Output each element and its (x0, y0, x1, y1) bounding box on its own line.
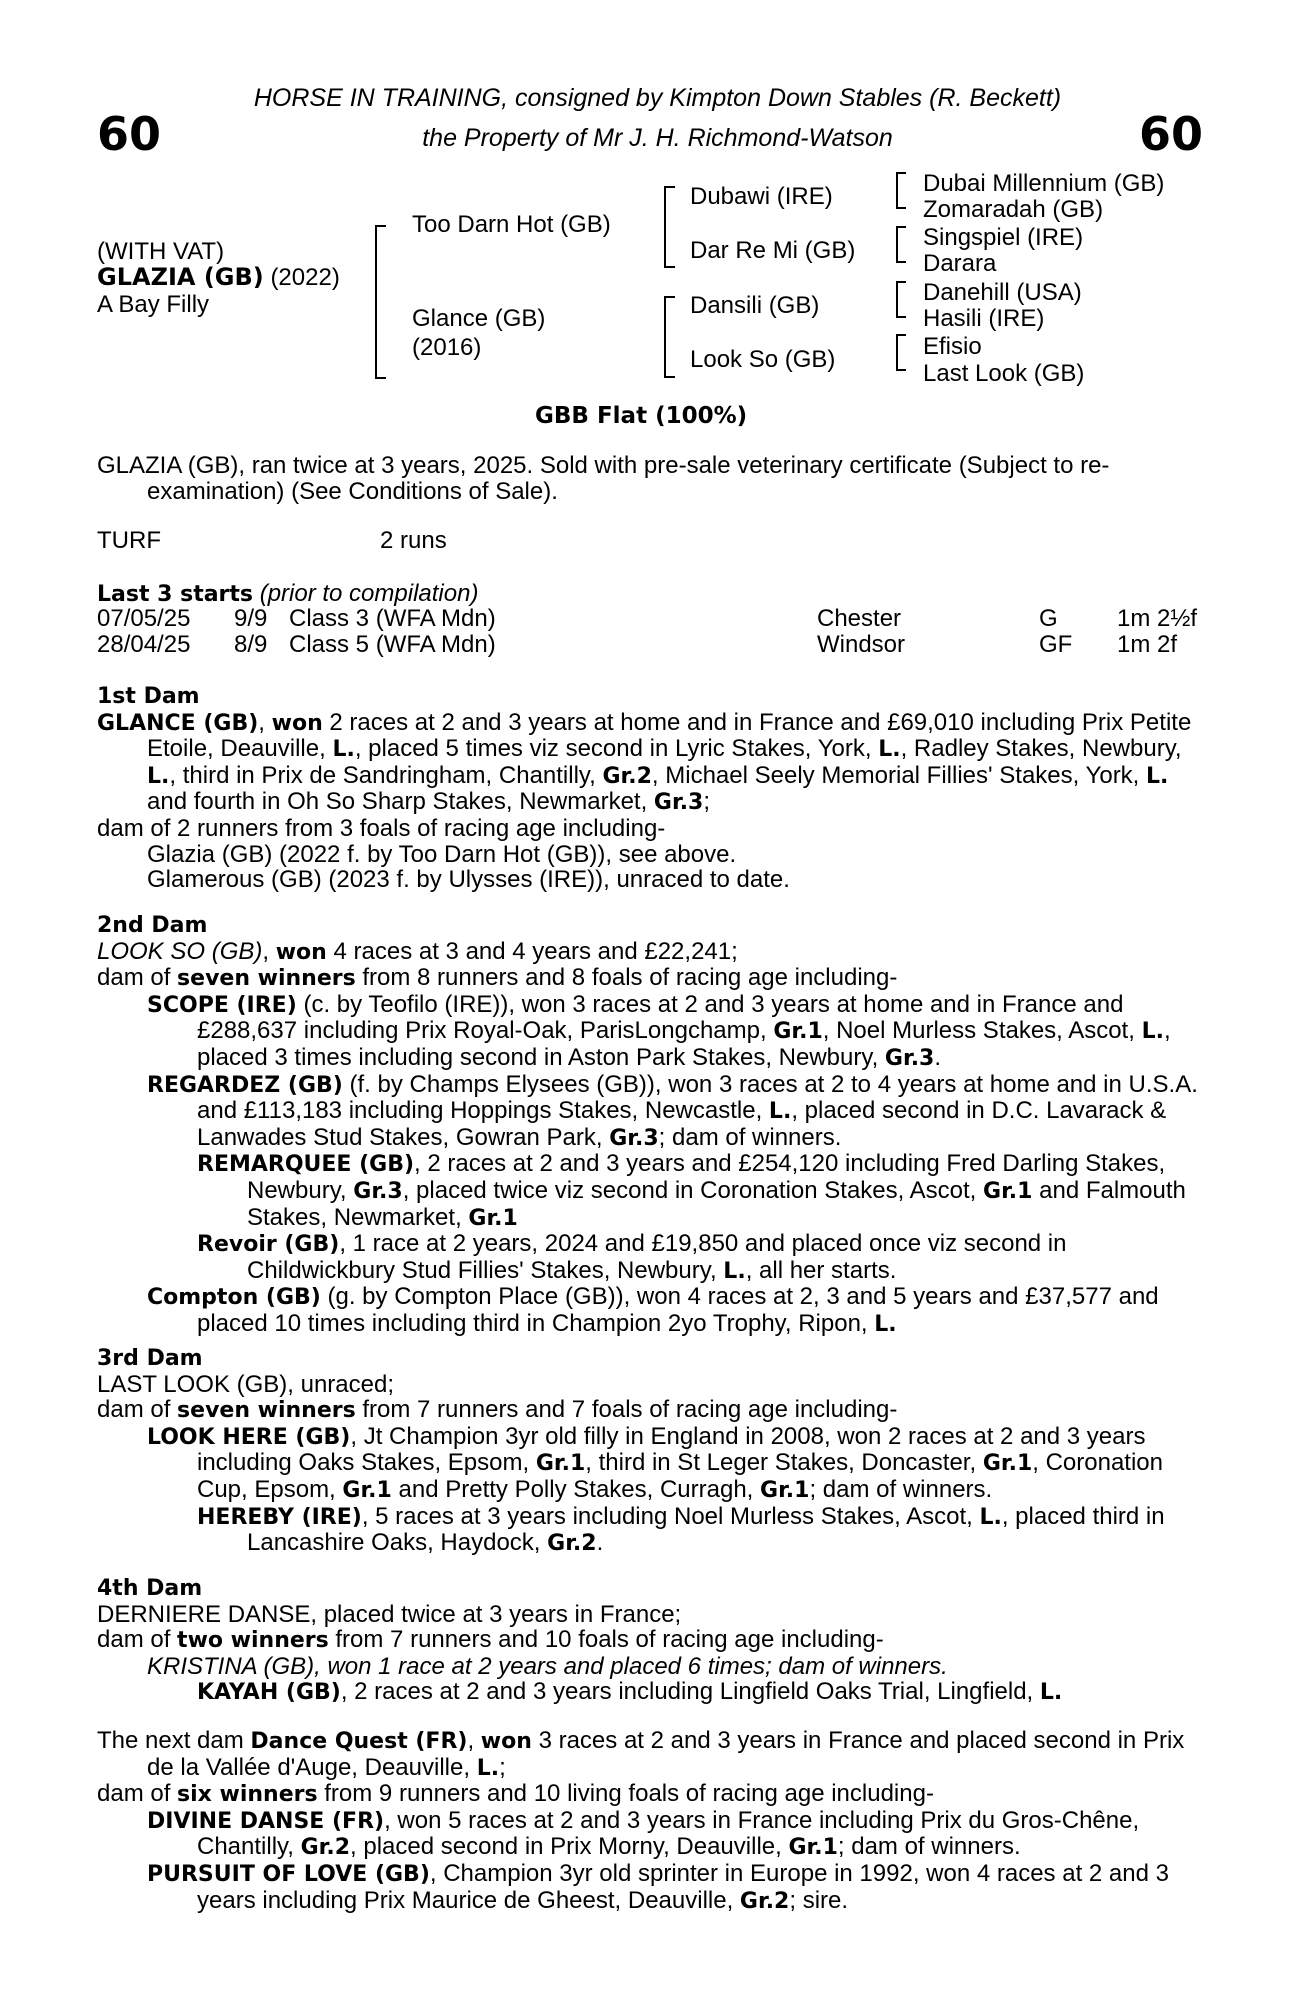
group-badge: Gr.2 (739, 1888, 790, 1914)
produce-item-hereby (97, 1504, 1205, 1557)
consignor-line: HORSE IN TRAINING, consigned by Kimpton Down Stables (R. Beckett) (253, 84, 1062, 112)
text: (g. by Compton Place (GB)), won 4 races at 2, 3 and 5 years and £37,577 and placed 10 times including third in Champion 2yo Trophy, Ripon, (197, 1283, 1159, 1337)
won-label: won (480, 1729, 532, 1754)
first-dam-section (97, 683, 1205, 893)
horse-name: KAYAH (GB) (197, 1680, 341, 1706)
group-badge: Gr.3 (353, 1178, 403, 1204)
horse-name: DIVINE DANSE (FR) (147, 1808, 385, 1834)
start-row-date: 28/04/25 (97, 631, 191, 658)
text: , 1 race at 2 years, 2024 and £19,850 and placed once viz second in Childwickbury Stud Fillies' Stakes, Newbury, (247, 1230, 1067, 1284)
start-row-race: Class 3 (WFA Mdn) (289, 605, 496, 632)
text: dam of (97, 964, 178, 992)
winners-count: six winners (177, 1782, 318, 1808)
group-badge: Gr.1 (760, 1477, 810, 1503)
group-badge: Gr.2 (300, 1835, 351, 1861)
text: from 7 runners and 7 foals of racing age including- (355, 1396, 898, 1424)
start-row-course: Windsor (817, 631, 906, 658)
text: 2 races at 2 and 3 years at home and in France and £69,010 including Prix Petite Etoile, Deauville, (147, 708, 1192, 763)
group-badge: Gr.1 (468, 1205, 518, 1231)
text: , Noel Murless Stakes, Ascot, (822, 1017, 1142, 1045)
produce-item-kayah (97, 1679, 1205, 1706)
text: ; (703, 788, 711, 816)
produce-item-compton (97, 1284, 1205, 1337)
listed-badge: L. (723, 1258, 746, 1284)
text: The next dam (97, 1727, 251, 1754)
text: ; dam of winners. (658, 1123, 842, 1151)
lot-number-right: 60 (1138, 107, 1203, 161)
listed-badge: L. (979, 1504, 1002, 1530)
race-summary: GLAZIA (GB), ran twice at 3 years, 2025. Sold with pre-sale veterinary certificate (Subject to re-examination) (See Conditions of Sale). (97, 452, 1110, 505)
produce-item: Glamerous (GB) (2023 f. by Ulysses (IRE)), unraced to date. (147, 866, 790, 894)
horse-name: GLAZIA (GB) (97, 263, 264, 291)
group-badge: Gr.3 (609, 1125, 659, 1151)
section-heading: 3rd Dam (97, 1346, 203, 1371)
produce-item-scope (97, 992, 1205, 1072)
horse-name: SCOPE (IRE) (147, 992, 297, 1018)
section-heading: 4th Dam (97, 1576, 203, 1601)
text: ; dam of winners. (837, 1833, 1021, 1861)
start-row-distance: 1m 2½f (1117, 605, 1198, 632)
pedigree-ddd: Last Look (GB) (923, 360, 1085, 387)
group-badge: Gr.2 (547, 1531, 597, 1557)
owner-line: the Property of Mr J. H. Richmond-Watson (422, 124, 893, 152)
listed-badge: L. (1039, 1680, 1063, 1706)
next-dam-record (97, 1728, 1205, 1781)
text: 3 races at 2 and 3 years in France and placed second in Prix de la Vallée d'Auge, Deauville, (147, 1727, 1185, 1781)
pedigree-dd: Look So (GB) (690, 346, 836, 373)
listed-badge: L. (768, 1099, 792, 1125)
text: , Jt Champion 3yr old filly in England in 2008, won 2 races at 2 and 3 years including Oaks Stakes, Epsom, (197, 1422, 1146, 1477)
last-starts-title: Last 3 starts (97, 582, 254, 607)
produce-item-regardez (97, 1072, 1205, 1152)
pedigree-dam: Glance (GB) (412, 305, 546, 332)
text: , third in Prix de Sandringham, Chantilly, (169, 761, 603, 789)
horse-title (97, 264, 340, 291)
produce-item-remarquee (97, 1151, 1205, 1231)
pedigree-dam-year: (2016) (412, 334, 482, 361)
listed-badge: L. (878, 737, 901, 763)
dam-of-line: dam of 2 runners from 3 foals of racing age including- (97, 814, 666, 842)
group-badge: Gr.2 (602, 763, 652, 789)
text: , 2 races at 2 and 3 years and £254,120 including Fred Darling Stakes, Newbury, (247, 1150, 1166, 1204)
text: , Radley Stakes, Newbury, (900, 735, 1182, 763)
last-starts-heading (97, 581, 478, 608)
text: dam of (97, 1396, 178, 1424)
winners-count: two winners (177, 1628, 329, 1654)
pedigree-brace-3b (896, 226, 906, 263)
pedigree-brace-2b (664, 296, 675, 378)
horse-name: PURSUIT OF LOVE (GB) (147, 1861, 430, 1887)
group-badge: Gr.1 (773, 1019, 823, 1045)
horse-name: REGARDEZ (GB) (147, 1072, 343, 1098)
horse-name: LOOK HERE (GB) (147, 1424, 351, 1450)
dam-name: GLANCE (GB) (97, 710, 259, 736)
dam-of-line (97, 1781, 1205, 1808)
horse-name: REMARQUEE (GB) (197, 1152, 415, 1178)
text: and fourth in Oh So Sharp Stakes, Newmarket, (147, 788, 654, 816)
text: (c. by Teofilo (IRE)), won 3 races at 2 and 3 years at home and in France and £288,637 including Prix Royal-Oak, ParisLongchamp, (197, 990, 1124, 1045)
start-row-date: 07/05/25 (97, 605, 191, 632)
text: and Falmouth Stakes, Newmarket, (247, 1176, 1186, 1231)
start-row-position: 8/9 (234, 631, 268, 658)
section-heading: 1st Dam (97, 684, 200, 709)
produce-item-lookhere (97, 1424, 1205, 1504)
horse-name: Compton (GB) (147, 1285, 321, 1311)
turf-label: TURF (97, 527, 161, 554)
winners-count: seven winners (177, 966, 356, 992)
text: , placed third in Lancashire Oaks, Haydock, (247, 1502, 1165, 1557)
start-row-going: G (1039, 605, 1058, 632)
listed-badge: L. (147, 763, 170, 789)
text: , (467, 1727, 481, 1754)
text: 4 races at 3 and 4 years and £22,241; (326, 937, 738, 965)
pedigree-sire: Too Darn Hot (GB) (412, 211, 611, 238)
listed-badge: L. (1141, 1019, 1164, 1045)
dam-of-line (97, 965, 1205, 992)
section-heading: 2nd Dam (97, 913, 208, 938)
start-row-course: Chester (817, 605, 902, 632)
text: from 9 runners and 10 living foals of racing age including- (317, 1780, 934, 1808)
text: (f. by Champs Elysees (GB)), won 3 races at 2 to 4 years at home and in U.S.A. and £113,183 including Hoppings Stakes, Newcastle, (197, 1070, 1198, 1125)
text: from 8 runners and 8 foals of racing age including- (355, 964, 898, 992)
pedigree-sds: Singspiel (IRE) (923, 224, 1084, 251)
text: , Coronation Cup, Epsom, (197, 1449, 1163, 1503)
start-row-race: Class 5 (WFA Mdn) (289, 631, 496, 658)
third-dam-section (97, 1345, 1205, 1557)
dam-of-line (97, 1627, 1205, 1654)
produce-item-revoir (97, 1231, 1205, 1284)
pedigree-ssd: Zomaradah (GB) (923, 196, 1104, 223)
winners-count: seven winners (177, 1398, 356, 1424)
listed-badge: L. (332, 737, 355, 763)
pedigree-brace-1 (375, 225, 386, 379)
group-badge: Gr.1 (982, 1451, 1033, 1477)
group-badge: Gr.1 (983, 1178, 1033, 1204)
second-dam-record: LOOK SO (GB), won 4 races at 3 and 4 years and £22,241; (97, 937, 738, 965)
first-dam-record: GLANCE (GB), won 2 races at 2 and 3 years at home and in France and £69,010 including Prix Petite Etoile, Deauville, L., placed 5 times viz second in Lyric Stakes, York, L., Radley Stakes, Newbury, L., third in Prix de Sandringham, Chantilly, Gr.2, Michael Seely Memorial Fillies' Stakes, York, L. and fourth in Oh So Sharp Stakes, Newmarket, Gr.3; (97, 708, 1192, 816)
horse-description: A Bay Filly (97, 291, 210, 318)
horse-name: HEREBY (IRE) (197, 1504, 362, 1530)
text: . (596, 1529, 604, 1557)
text: , third in St Leger Stakes, Doncaster, (585, 1449, 983, 1477)
pedigree-ss: Dubawi (IRE) (690, 183, 833, 210)
pedigree-brace-3d (896, 334, 906, 371)
turf-runs: 2 runs (380, 527, 447, 554)
text: , placed second in D.C. Lavarack & Lanwades Stud Stakes, Gowran Park, (197, 1097, 1167, 1151)
text: , Michael Seely Memorial Fillies' Stakes, York, (651, 761, 1147, 789)
second-dam-section (97, 912, 1205, 1338)
dam-name: LOOK SO (GB) (97, 937, 263, 965)
text: , 2 races at 2 and 3 years including Lingfield Oaks Trial, Lingfield, (340, 1678, 1040, 1706)
lot-number-left: 60 (97, 107, 162, 161)
pedigree-sd: Dar Re Mi (GB) (690, 237, 856, 264)
dam-of-line (97, 1397, 1205, 1424)
next-dam-section (97, 1728, 1205, 1914)
won-label: won (271, 710, 323, 736)
listed-badge: L. (874, 1311, 897, 1337)
text: , won 5 races at 2 and 3 years in France including Prix du Gros-Chêne, Chantilly, (197, 1806, 1140, 1861)
text: , all her starts. (745, 1256, 897, 1284)
pedigree-ds: Dansili (GB) (690, 292, 820, 319)
vat-label: (WITH VAT) (97, 238, 225, 265)
group-badge: Gr.1 (535, 1451, 586, 1477)
text: , placed twice viz second in Coronation Stakes, Ascot, (402, 1176, 984, 1204)
produce-item-kristina: KRISTINA (GB), won 1 race at 2 years and placed 6 times; dam of winners. (147, 1652, 948, 1680)
text: ; dam of winners. (809, 1475, 993, 1503)
text: , Champion 3yr old sprinter in Europe in 1992, won 4 races at 2 and 3 years including Prix Maurice de Gheest, Deauville, (197, 1859, 1169, 1914)
text: , placed second in Prix Morny, Deauville, (350, 1833, 789, 1861)
text: ; sire. (789, 1886, 849, 1914)
text: from 7 runners and 10 foals of racing age including- (328, 1626, 884, 1654)
third-dam-record: LAST LOOK (GB), unraced; (97, 1370, 395, 1398)
pedigree-dds: Efisio (923, 333, 982, 360)
pedigree-dss: Danehill (USA) (923, 279, 1082, 306)
group-badge: Gr.1 (342, 1477, 392, 1503)
text: , placed 5 times viz second in Lyric Stakes, York, (354, 735, 879, 763)
pedigree-sss: Dubai Millennium (GB) (923, 170, 1165, 197)
pedigree-brace-2a (664, 186, 675, 268)
start-row-distance: 1m 2f (1117, 631, 1178, 658)
produce-item: Glazia (GB) (2022 f. by Too Darn Hot (GB)), see above. (147, 840, 737, 868)
last-starts-note: (prior to compilation) (259, 580, 479, 607)
text: . (934, 1043, 942, 1071)
start-row-going: GF (1039, 631, 1073, 658)
listed-badge: L. (1146, 763, 1169, 789)
text: dam of (97, 1626, 178, 1654)
fourth-dam-section (97, 1575, 1205, 1706)
group-badge: Gr.3 (653, 790, 704, 816)
dam-name: Dance Quest (FR) (250, 1729, 468, 1754)
text: , 5 races at 3 years including Noel Murless Stakes, Ascot, (361, 1502, 980, 1530)
group-badge: Gr.3 (884, 1045, 935, 1071)
produce-item-divine (97, 1808, 1205, 1861)
pedigree-brace-3a (896, 172, 906, 209)
text: ; (499, 1753, 506, 1781)
won-label: won (275, 939, 327, 965)
produce-item-pursuit (97, 1861, 1205, 1914)
pedigree-brace-3c (896, 281, 906, 318)
summary-block (97, 453, 1205, 504)
listed-badge: L. (476, 1755, 500, 1781)
pedigree-sdd: Darara (923, 250, 997, 277)
start-row-position: 9/9 (234, 605, 268, 632)
pedigree-dsd: Hasili (IRE) (923, 305, 1045, 332)
horse-name: Revoir (GB) (197, 1232, 340, 1258)
group-badge: Gr.1 (788, 1835, 838, 1861)
text: , placed 3 times including second in Aston Park Stakes, Newbury, (197, 1017, 1171, 1071)
text: and Pretty Polly Stakes, Curragh, (391, 1475, 761, 1503)
text: dam of (97, 1780, 178, 1808)
gbb-flat-label: GBB Flat (100%) (535, 403, 748, 429)
fourth-dam-record: DERNIERE DANSE, placed twice at 3 years in France; (97, 1600, 682, 1628)
horse-year: (2022) (270, 264, 340, 291)
